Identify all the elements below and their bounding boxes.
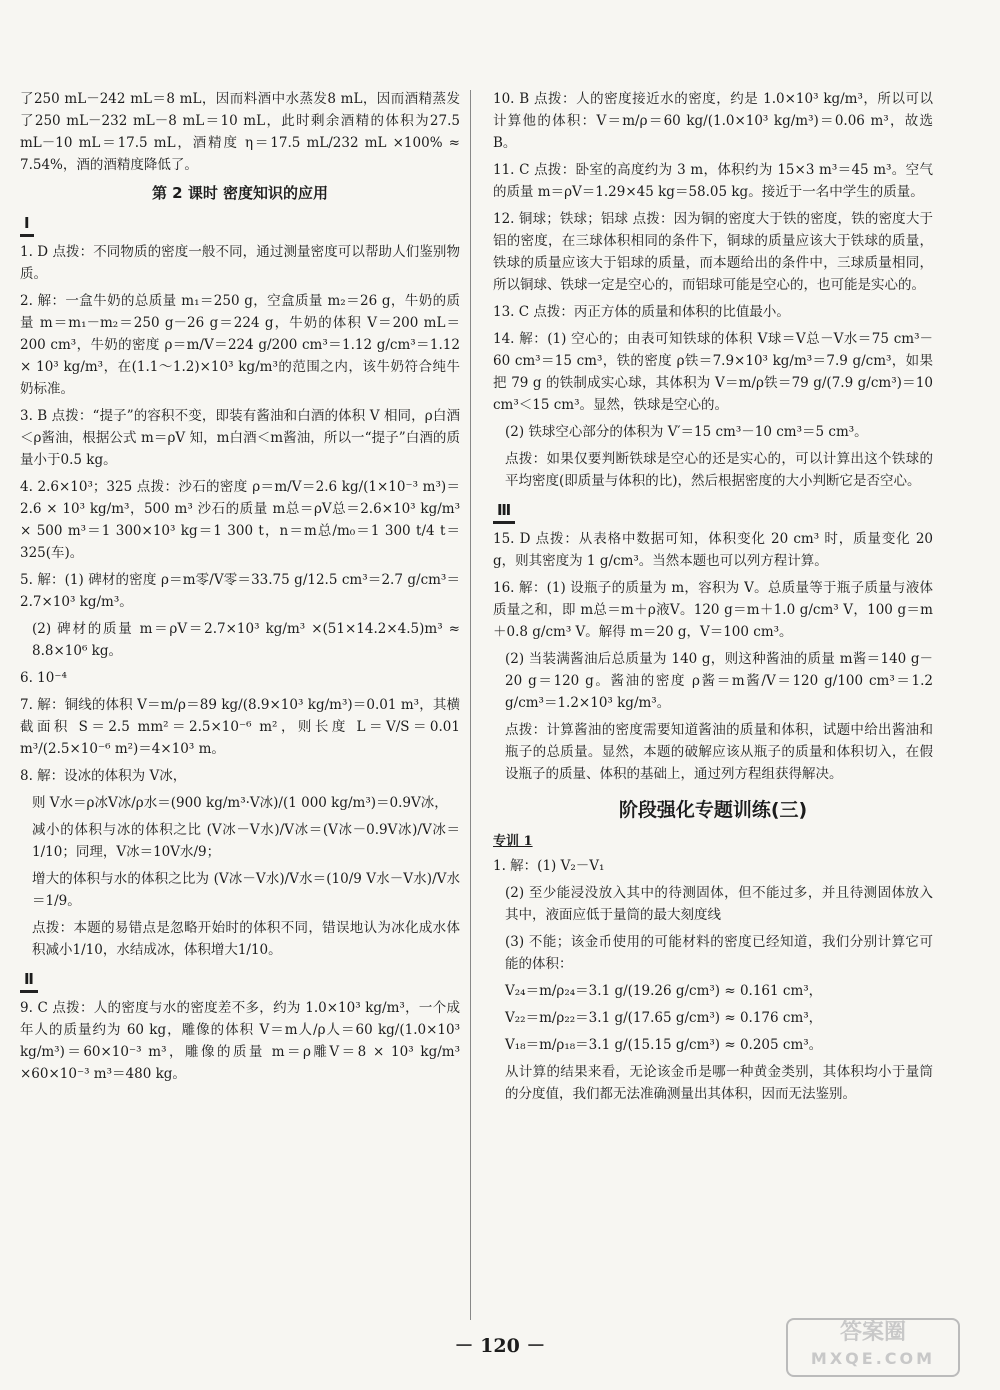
answer-paragraph: (2) 当装满酱油后总质量为 140 g，则这种酱油的质量 m酱＝140 g－20 g＝120 g。酱油的密度 ρ酱＝m酱/V＝120 g/100 cm³＝1.2 g/cm³＝1.2×10³ kg/m³。 [505,651,933,711]
answer-paragraph: 点拨：计算酱油的密度需要知道酱油的质量和体积，试题中给出酱油和瓶子的总质量。显然，本题的破解应该从瓶子的质量和体积切入，在假设瓶子的质量、体积的基础上，通过列方程组获得解决。 [505,722,933,782]
answer-paragraph: 14. 解：(1) 空心的；由表可知铁球的体积 V球＝V总－V水＝75 cm³－60 cm³＝15 cm³，铁的密度 ρ铁＝7.9×10³ kg/m³＝7.9 g/cm³，如果把 79 g 的铁制成实心球，其体积为 V＝m/ρ铁＝79 g/(7.9 g/cm³)＝10 cm³＜15 cm³。显然，铁球是空心的。 [493,331,933,413]
section-heading: 第 2 课时 密度知识的应用 [151,184,329,202]
answer-paragraph: 8. 解：设冰的体积为 V冰， [20,768,187,784]
watermark-logo: 答案圈 MXQE.COM [786,1318,960,1377]
answer-paragraph: 2. 解：一盒牛奶的总质量 m₁＝250 g，空盒质量 m₂＝26 g，牛奶的质量 m＝m₁－m₂＝250 g－26 g＝224 g，牛奶的体积 V＝200 mL＝200 cm³，牛奶的密度 ρ＝m/V＝224 g/200 cm³＝1.12 g/cm³＝1.12 × 10³ kg/m³，在(1.1～1.2)×10³ kg/m³的范围之内，该牛奶符合纯牛奶标准。 [20,293,460,397]
answer-paragraph: 12. 铜球；铁球；铝球 点拨：因为铜的密度大于铁的密度，铁的密度大于铝的密度，在三球体积相同的条件下，铜球的质量应该大于铁球的质量，铁球的质量应该大于铝球的质量，而本题给出的条件中，三球质量相同，所以铜球、铁球一定是空心的，而铝球可能是空心的，也可能是实心的。 [493,211,933,293]
answer-paragraph: V₂₂＝m/ρ₂₂＝3.1 g/(17.65 g/cm³) ≈ 0.176 cm³， [505,1010,823,1026]
answer-paragraph: 减小的体积与冰的体积之比 (V冰－V水)/V冰＝(V冰－0.9V冰)/V冰＝1/10；同理，V冰＝10V水/9； [32,822,460,860]
sub-heading: 专训 1 [493,834,533,849]
level-marker: Ⅰ [20,212,34,237]
answer-paragraph: 16. 解：(1) 设瓶子的质量为 m，容积为 V。总质量等于瓶子质量与液体质量之和，即 m总＝m＋ρ液V。120 g＝m＋1.0 g/cm³ V，100 g＝m＋0.8 g/cm³ V。解得 m＝20 g，V＝100 cm³。 [493,580,933,640]
answer-paragraph: 1. 解：(1) V₂－V₁ [493,858,605,874]
level-marker-row [20,966,460,997]
answer-paragraph: (3) 不能；该金币使用的可能材料的密度已经知道，我们分别计算它可能的体积： [505,934,933,972]
answer-paragraph: 9. C 点拨：人的密度与水的密度差不多，约为 1.0×10³ kg/m³，一个成年人的质量约为 60 kg，雕像的体积 V＝m人/ρ人＝60 kg/(1.0×10³ kg/m³)＝60×10⁻³ m³，雕像的质量 m＝ρ雕V＝8 × 10³ kg/m³ ×60×10⁻³ m³＝480 kg。 [20,1000,460,1082]
answer-paragraph: 6. 10⁻⁴ [20,670,67,686]
answer-paragraph: V₂₄＝m/ρ₂₄＝3.1 g/(19.26 g/cm³) ≈ 0.161 cm³， [505,983,823,999]
answer-paragraph: 3. B 点拨：“提子”的容积不变，即装有酱油和白酒的体积 V 相同，ρ白酒＜ρ酱油，根据公式 m＝ρV 知，m白酒＜m酱油，所以一“提子”白酒的质量小于0.5 kg。 [20,408,460,468]
answer-paragraph: 从计算的结果来看，无论该金币是哪一种黄金类别，其体积均小于量筒的分度值，我们都无法准确测量出其体积，因而无法鉴别。 [505,1064,933,1102]
left-column [20,88,460,1090]
answer-paragraph: 了250 mL－242 mL＝8 mL，因而料酒中水蒸发8 mL，因而酒精蒸发了250 mL－232 mL－8 mL＝10 mL，此时剩余酒精的体积为27.5 mL－10 mL＝17.5 mL，酒精度 η＝17.5 mL/232 mL ×100% ≈ 7.54%，酒的酒精度降低了。 [20,91,460,173]
answer-paragraph: 15. D 点拨：从表格中数据可知，体积变化 20 cm³ 时，质量变化 20 g，则其密度为 1 g/cm³。当然本题也可以列方程计算。 [493,531,933,569]
answer-paragraph: V₁₈＝m/ρ₁₈＝3.1 g/(15.15 g/cm³) ≈ 0.205 cm³。 [505,1037,823,1053]
answer-paragraph: 7. 解：铜线的体积 V＝m/ρ＝89 kg/(8.9×10³ kg/m³)＝0.01 m³，其横截面积 S＝2.5 mm²＝2.5×10⁻⁶ m²，则长度 L＝V/S＝0.01 m³/(2.5×10⁻⁶ m²)＝4×10³ m。 [20,697,460,757]
answer-paragraph: 1. D 点拨：不同物质的密度一般不同，通过测量密度可以帮助人们鉴别物质。 [20,244,460,282]
answer-paragraph: 5. 解：(1) 碑材的密度 ρ＝m零/V零＝33.75 g/12.5 cm³＝2.7 g/cm³＝2.7×10³ kg/m³。 [20,572,460,610]
answer-paragraph: 增大的体积与水的体积之比为 (V冰－V水)/V水＝(10/9 V水－V水)/V水＝1/9。 [32,871,460,909]
answer-paragraph: 4. 2.6×10³；325 点拨：沙石的密度 ρ＝m/V＝2.6 kg/(1×10⁻³ m³)＝2.6 × 10³ kg/m³，500 m³ 沙石的质量 m总＝ρV总＝2.6×10³ kg/m³ × 500 m³＝1 300×10³ kg＝1 300 t，n＝m总/m₀＝1 300 t/4 t＝325(车)。 [20,479,460,561]
right-column [493,88,933,1110]
answer-paragraph: 13. C 点拨：丙正方体的质量和体积的比值最小。 [493,304,790,320]
level-marker-row [20,210,460,241]
answer-paragraph: 点拨：本题的易错点是忽略开始时的体积不同，错误地认为冰化成水体积减小1/10，水结成冰，体积增大1/10。 [32,920,460,958]
page-number: － 120 － [454,1335,546,1357]
answer-paragraph: (2) 碑材的质量 m＝ρV＝2.7×10³ kg/m³ ×(51×14.2×4.5)m³ ≈ 8.8×10⁶ kg。 [32,621,460,659]
answer-paragraph: (2) 至少能浸没放入其中的待测固体，但不能过多，并且待测固体放入其中，液面应低于量筒的最大刻度线 [505,885,933,923]
answer-paragraph: 11. C 点拨：卧室的高度约为 3 m，体积约为 15×3 m³＝45 m³。空气的质量 m＝ρV＝1.29×45 kg＝58.05 kg。接近于一名中学生的质量。 [493,162,933,200]
level-marker: Ⅲ [493,499,515,524]
answer-paragraph: 点拨：如果仅要判断铁球是空心的还是实心的，可以计算出这个铁球的平均密度(即质量与体积的比)，然后根据密度的大小判断它是否空心。 [505,451,933,489]
answer-paragraph: 则 V水＝ρ冰V冰/ρ水＝(900 kg/m³·V冰)/(1 000 kg/m³)＝0.9V冰， [32,795,448,811]
level-marker-row [493,497,933,528]
column-divider [470,90,471,1320]
answer-paragraph: 10. B 点拨：人的密度接近水的密度，约是 1.0×10³ kg/m³，所以可以计算他的体积：V＝m/ρ＝60 kg/(1.0×10³ kg/m³)＝0.06 m³，故选 B。 [493,91,933,151]
level-marker: Ⅱ [20,968,38,993]
chapter-heading: 阶段强化专题训练(三) [618,799,808,821]
answer-paragraph: (2) 铁球空心部分的体积为 V′＝15 cm³－10 cm³＝5 cm³。 [505,424,868,440]
